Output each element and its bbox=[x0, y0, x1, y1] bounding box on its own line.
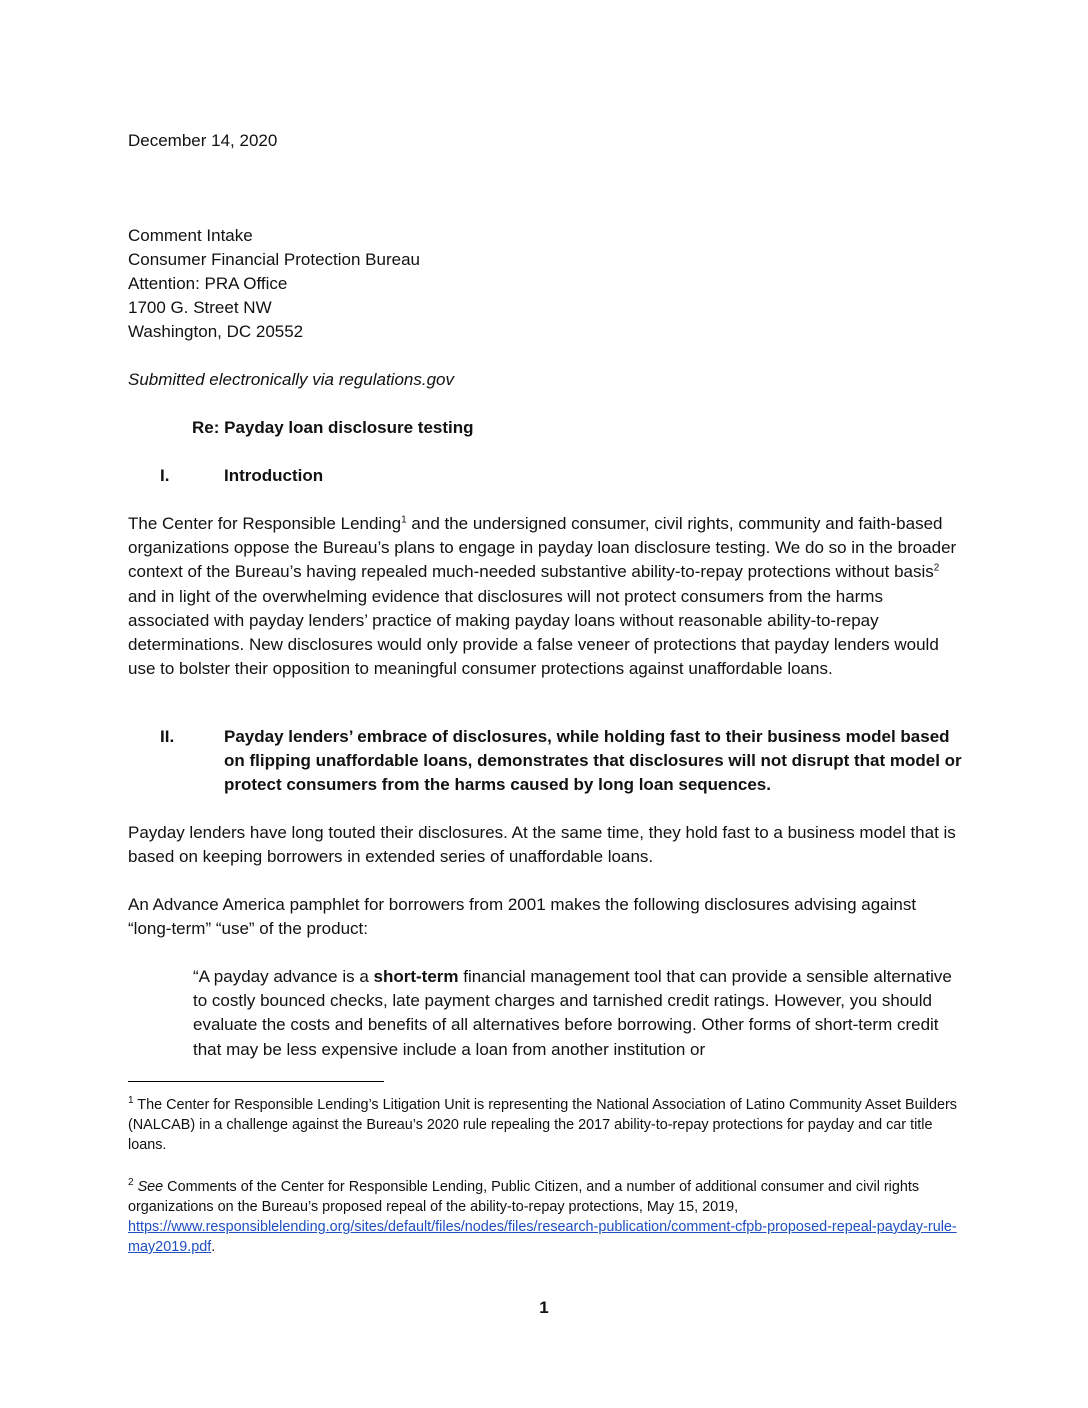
footnote-separator bbox=[128, 1081, 384, 1082]
block-quote bbox=[193, 965, 961, 1062]
intro-text-c: and in light of the overwhelming evidence that disclosures will not protect consumers from the harms associated with payday lenders’ practice of making payday loans without reasonable ability-to-repay determinations. New disclosures would only provide a false veneer of protections that payday lenders would use to bolster their opposition to meaningful consumer protections against unaffordable loans. bbox=[128, 586, 939, 679]
page-number: 1 bbox=[539, 1298, 549, 1317]
intro-paragraph bbox=[128, 512, 960, 681]
section-1-number: I. bbox=[160, 466, 170, 485]
date-line: December 14, 2020 bbox=[128, 131, 278, 150]
address-line: Comment Intake bbox=[128, 226, 253, 245]
body-paragraph: An Advance America pamphlet for borrowers from 2001 makes the following disclosures advising against “long-term” “use” of the product: bbox=[128, 895, 917, 939]
section-2-number: II. bbox=[160, 727, 175, 746]
footnote-1-text: The Center for Responsible Lending’s Litigation Unit is representing the National Association of Latino Community Asset Builders (NALCAB) in a challenge against the Bureau’s 2020 rule repealing the 2017 ability-to-repay protections for payday and car title loans. bbox=[128, 1097, 957, 1153]
body-paragraph: Payday lenders have long touted their disclosures. At the same time, they hold fast to a business model that is based on keeping borrowers in extended series of unaffordable loans. bbox=[128, 823, 956, 867]
quote-text-a: “A payday advance is a bbox=[193, 967, 374, 986]
address-line: Washington, DC 20552 bbox=[128, 322, 304, 341]
footnote-1-number: 1 bbox=[128, 1095, 134, 1107]
intro-text-b: and the undersigned consumer, civil rights, community and faith-based organizations oppose the Bureau’s plans to engage in payday loan disclosure testing. We do so in the broader context of the Bureau’s having repealed much-needed substantive ability-to-repay protections without basis bbox=[128, 514, 957, 582]
submission-note: Submitted electronically via regulations.gov bbox=[128, 370, 455, 389]
footnote-1 bbox=[128, 1095, 968, 1155]
footnote-2-see: See bbox=[137, 1179, 164, 1195]
quote-text-b: financial management tool that can provide a sensible alternative to costly bounced checks, late payment charges and tarnished credit ratings. However, you should evaluate the costs and benefits of all alternatives before borrowing. Other forms of short-term credit that may be less expensive include a loan from another institution or bbox=[193, 967, 952, 1059]
section-2-title: Payday lenders’ embrace of disclosures, while holding fast to their business model based on flipping unaffordable loans, demonstrates that disclosures will not disrupt that model or protect consumers from the harms caused by long loan sequences. bbox=[224, 727, 962, 795]
quote-bold-term: short-term bbox=[373, 967, 459, 986]
intro-text-a: The Center for Responsible Lending bbox=[128, 514, 402, 533]
address-line: Consumer Financial Protection Bureau bbox=[128, 250, 420, 269]
address-line: Attention: PRA Office bbox=[128, 274, 288, 293]
footnote-2-end: . bbox=[211, 1239, 216, 1255]
footnote-ref-2[interactable]: 2 bbox=[933, 562, 940, 574]
section-1-title: Introduction bbox=[224, 466, 324, 485]
address-line: 1700 G. Street NW bbox=[128, 298, 272, 317]
footnote-2-number: 2 bbox=[128, 1177, 134, 1189]
footnote-ref-1[interactable]: 1 bbox=[401, 514, 407, 526]
footnote-2-text: Comments of the Center for Responsible Lending, Public Citizen, and a number of additional consumer and civil rights organizations on the Bureau’s proposed repeal of the ability-to-repay protections, May 15, 2019, bbox=[128, 1179, 920, 1215]
footnote-2 bbox=[128, 1177, 968, 1257]
subject-line: Re: Payday loan disclosure testing bbox=[192, 418, 474, 437]
footnote-2-url-link[interactable]: https://www.responsiblelending.org/sites/default/files/nodes/files/research-publication/comment-cfpb-proposed-repeal-payday-rule-may2019.pdf bbox=[128, 1219, 957, 1255]
